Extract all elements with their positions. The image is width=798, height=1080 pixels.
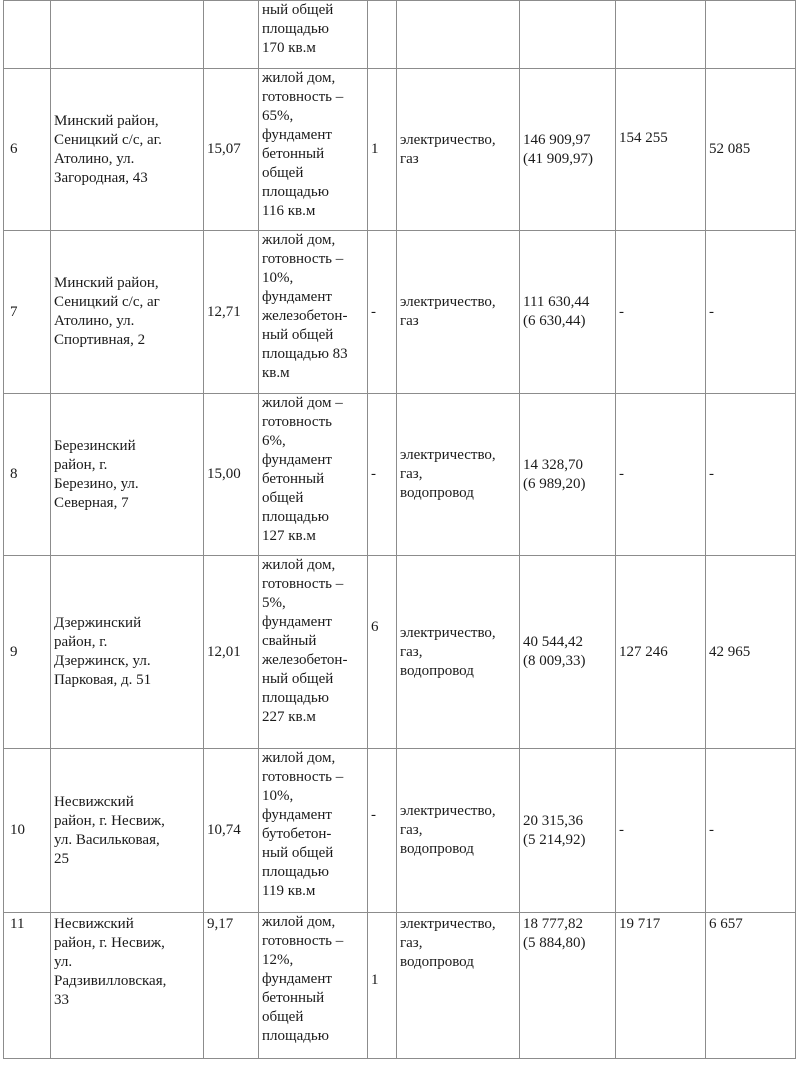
description-cell (259, 556, 368, 749)
utility-line: газ, (400, 935, 423, 951)
value-cell (520, 556, 616, 749)
address-line: район, г. Несвиж, (54, 812, 165, 829)
description-line: общей (262, 165, 304, 181)
description-line: жилой дом, (262, 750, 336, 766)
description-line: жилой дом, (262, 557, 336, 573)
count-cell (368, 1, 397, 69)
description-cell (259, 1, 368, 69)
row-number (4, 1, 51, 69)
address-line: Березино, ул. (54, 475, 139, 492)
description-line: ный общей (262, 327, 334, 343)
address-line: Сеницкий с/с, аг (54, 294, 160, 310)
address-cell (51, 913, 204, 1059)
utility-line: электричество, (400, 916, 496, 932)
description-line: фундамент (262, 289, 332, 305)
address-cell (51, 231, 204, 394)
description-line: фундамент (262, 971, 332, 987)
address-line: район, г. (54, 634, 108, 650)
value-line: (6 630,44) (523, 313, 586, 329)
utility-line: электричество, (400, 447, 496, 463)
count-value: - (371, 807, 376, 823)
utility-line: газ (400, 150, 419, 167)
utilities-cell (397, 749, 520, 913)
description-line: жилой дом – (262, 395, 343, 411)
description-line: готовность – (262, 89, 344, 105)
row-number: 7 (4, 231, 51, 394)
description-line: 10%, (262, 270, 294, 286)
value-cell (520, 913, 616, 1059)
description-line: фундамент (262, 614, 332, 630)
description-line: 116 кв.м (262, 203, 316, 219)
description-line: 12%, (262, 952, 294, 968)
utility-line: электричество, (400, 131, 496, 148)
description-cell (259, 913, 368, 1059)
description-line: ный общей (262, 845, 334, 861)
price-cell: 42 965 (706, 556, 796, 749)
address-cell (51, 394, 204, 556)
price-cell (616, 1, 706, 69)
utilities-cell (397, 394, 520, 556)
price-cell: - (706, 394, 796, 556)
utility-line: водопровод (400, 954, 474, 970)
address-line: ул. Васильковая, (54, 831, 160, 848)
utility-line: газ (400, 313, 419, 329)
address-line: Парковая, д. 51 (54, 672, 152, 688)
utility-line: водопровод (400, 485, 474, 501)
value-line: (5 214,92) (523, 831, 586, 848)
value-line: 18 777,82 (523, 916, 583, 932)
utilities-cell (397, 69, 520, 231)
address-line: Спортивная, 2 (54, 332, 146, 348)
table-row (4, 394, 796, 556)
description-cell (259, 231, 368, 394)
address-line: Атолино, ул. (54, 150, 135, 167)
count-cell: - (368, 394, 397, 556)
count-cell: - (368, 231, 397, 394)
property-table (3, 0, 796, 1059)
count-cell (368, 749, 397, 913)
description-line: жилой дом, (262, 914, 336, 930)
row-number: 8 (4, 394, 51, 556)
description-line: бетонный (262, 990, 325, 1006)
description-line: железобетон- (262, 652, 348, 668)
utility-line: электричество, (400, 803, 496, 819)
table-row (4, 231, 796, 394)
table-row (4, 913, 796, 1059)
description-line: площадью (262, 690, 329, 706)
utilities-cell (397, 913, 520, 1059)
description-line: площадью (262, 184, 329, 200)
price-cell: - (616, 749, 706, 913)
address-line: Сеницкий с/с, аг. (54, 131, 162, 148)
price-cell: - (706, 749, 796, 913)
description-line: общей (262, 1009, 304, 1025)
price-cell: - (616, 231, 706, 394)
address-line: Атолино, ул. (54, 313, 135, 329)
description-line: 170 кв.м (262, 40, 316, 56)
count-cell (368, 556, 397, 749)
address-line: Несвижский (54, 793, 134, 810)
address-cell (51, 1, 204, 69)
table-row (4, 69, 796, 231)
address-line: Березинский (54, 437, 136, 454)
table-row (4, 1, 796, 69)
area-cell: 10,74 (204, 749, 259, 913)
address-line: Минский район, (54, 275, 159, 291)
utilities-cell (397, 231, 520, 394)
value-line: (41 909,97) (523, 150, 593, 167)
value-cell (520, 231, 616, 394)
area-cell (204, 1, 259, 69)
description-line: готовность – (262, 576, 344, 592)
price-cell: - (616, 394, 706, 556)
description-line: фундамент (262, 127, 332, 143)
description-line: 127 кв.м (262, 528, 316, 544)
price-cell: - (706, 231, 796, 394)
utility-line: водопровод (400, 662, 474, 679)
address-cell (51, 69, 204, 231)
count-cell (368, 913, 397, 1059)
value-cell (520, 394, 616, 556)
description-line: жилой дом, (262, 232, 336, 248)
count-value: 1 (371, 972, 379, 988)
description-line: общей (262, 490, 304, 506)
utility-line: электричество, (400, 294, 496, 310)
utility-line: газ, (400, 466, 423, 482)
description-line: свайный (262, 633, 317, 649)
description-line: площадью (262, 864, 329, 880)
description-line: площадью (262, 1028, 329, 1044)
address-line: 25 (54, 850, 69, 867)
value-line: 40 544,42 (523, 634, 583, 650)
utility-line: водопровод (400, 841, 474, 857)
description-line: площадью (262, 509, 329, 525)
address-cell (51, 749, 204, 913)
count-value: 6 (371, 619, 379, 635)
value-line: 20 315,36 (523, 812, 583, 829)
area-cell: 15,00 (204, 394, 259, 556)
utility-line: газ, (400, 643, 423, 660)
description-line: ный общей (262, 671, 334, 687)
description-line: ный общей (262, 2, 334, 18)
address-line: Несвижский (54, 916, 134, 932)
description-cell (259, 394, 368, 556)
table-row (4, 556, 796, 749)
description-line: 119 кв.м (262, 883, 316, 899)
description-line: готовность – (262, 251, 344, 267)
description-line: жилой дом, (262, 70, 336, 86)
row-number: 6 (4, 69, 51, 231)
description-line: бетонный (262, 146, 325, 162)
description-line: фундамент (262, 807, 332, 823)
value-line: (8 009,33) (523, 653, 586, 669)
address-line: Дзержинск, ул. (54, 653, 151, 669)
address-line: район, г. Несвиж, (54, 935, 165, 951)
address-line: район, г. (54, 456, 108, 473)
description-line: площадью (262, 21, 329, 37)
price-value: 154 255 (619, 130, 668, 146)
address-line: Радзивилловская, (54, 973, 167, 989)
value-line: 14 328,70 (523, 456, 583, 473)
utilities-cell (397, 556, 520, 749)
value-cell (520, 69, 616, 231)
price-cell: 19 717 (616, 913, 706, 1059)
description-line: 227 кв.м (262, 709, 316, 725)
row-number: 9 (4, 556, 51, 749)
price-cell: 127 246 (616, 556, 706, 749)
utility-line: газ, (400, 822, 423, 838)
value-cell (520, 1, 616, 69)
utilities-cell (397, 1, 520, 69)
description-line: 6%, (262, 433, 286, 449)
address-line: Дзержинский (54, 615, 142, 631)
price-cell: 6 657 (706, 913, 796, 1059)
price-cell: 52 085 (706, 69, 796, 231)
area-cell: 12,71 (204, 231, 259, 394)
description-line: площадью 83 (262, 346, 348, 362)
address-line: Минский район, (54, 112, 159, 129)
area-cell: 15,07 (204, 69, 259, 231)
value-line: (5 884,80) (523, 935, 586, 951)
count-cell: 1 (368, 69, 397, 231)
row-number: 11 (4, 913, 51, 1059)
value-line: 146 909,97 (523, 131, 591, 148)
description-cell (259, 69, 368, 231)
description-line: кв.м (262, 365, 290, 381)
address-line: Северная, 7 (54, 494, 129, 511)
description-line: готовность – (262, 933, 344, 949)
price-cell (706, 1, 796, 69)
area-cell: 9,17 (204, 913, 259, 1059)
area-cell: 12,01 (204, 556, 259, 749)
description-line: железобетон- (262, 308, 348, 324)
table-row (4, 749, 796, 913)
row-number: 10 (4, 749, 51, 913)
description-line: 10%, (262, 788, 294, 804)
description-line: бетонный (262, 471, 325, 487)
description-line: готовность – (262, 769, 344, 785)
description-line: бутобетон- (262, 826, 332, 842)
description-line: фундамент (262, 452, 332, 468)
utility-line: электричество, (400, 624, 496, 641)
value-line: 111 630,44 (523, 294, 590, 310)
price-cell (616, 69, 706, 231)
address-line: Загородная, 43 (54, 169, 148, 186)
value-line: (6 989,20) (523, 475, 586, 492)
address-line: ул. (54, 954, 73, 970)
description-line: 5%, (262, 595, 286, 611)
address-cell (51, 556, 204, 749)
value-cell (520, 749, 616, 913)
description-line: готовность (262, 414, 332, 430)
description-line: 65%, (262, 108, 294, 124)
address-line: 33 (54, 992, 69, 1008)
description-cell (259, 749, 368, 913)
